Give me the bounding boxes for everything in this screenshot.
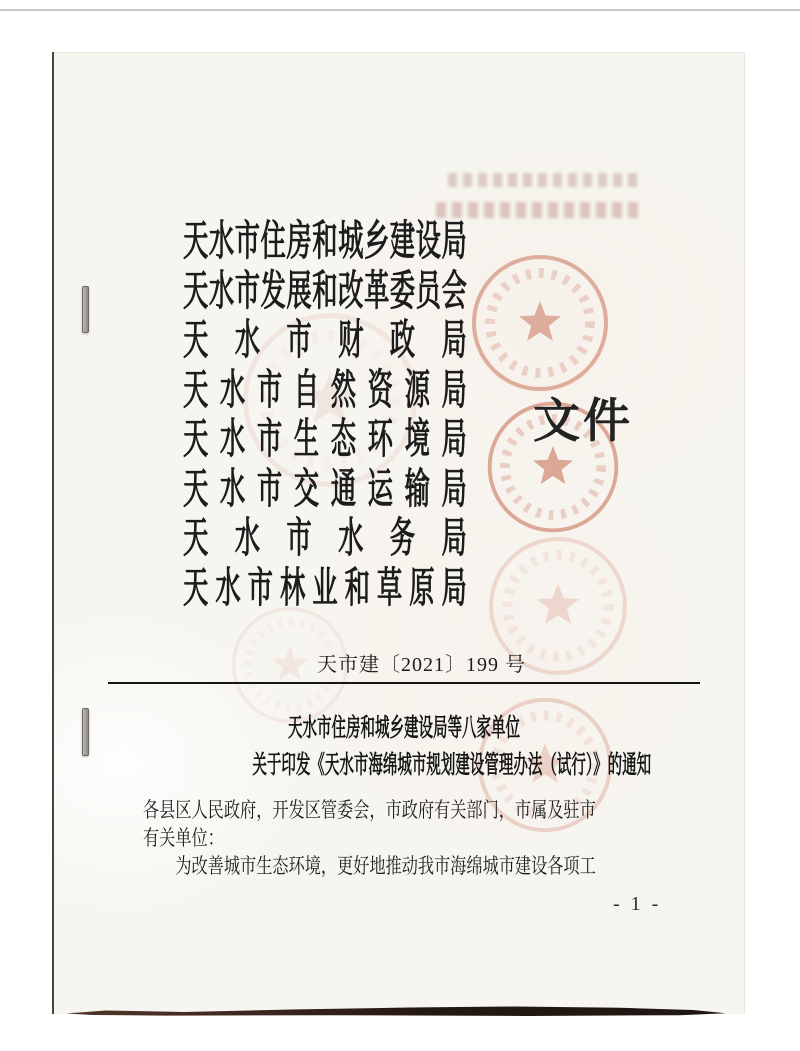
bleedthrough-marks	[448, 173, 640, 187]
page-number: - 1 -	[613, 893, 662, 915]
document-paper	[52, 52, 745, 1014]
agency-name: 天水市水务局	[183, 516, 467, 562]
doc-title	[108, 710, 700, 784]
staple	[82, 286, 89, 333]
agency-name: 天水市交通运输局	[183, 466, 467, 513]
doc-title-line2: 关于印发《天水市海绵城市规划建设管理办法（试行）》的通知	[252, 752, 652, 779]
doc-type-label: 文件	[533, 396, 633, 448]
page-bottom-shadow	[66, 1006, 726, 1016]
body-line: 为改善城市生态环境，更好地推动我市海绵城市建设各项工	[175, 854, 596, 878]
agency-name: 天水市生态环境局	[183, 417, 467, 463]
body-line: 各县区人民政府，开发区管委会，市政府有关部门，市属及驻市	[143, 798, 596, 822]
body-line: 有关单位：	[143, 826, 224, 850]
agency-name: 天水市自然资源局	[183, 367, 467, 414]
doc-body	[143, 796, 596, 880]
doc-title-line1: 天水市住房和城乡建设局等八家单位	[287, 715, 520, 742]
scan-separator-line	[0, 9, 800, 11]
staple	[82, 708, 89, 756]
official-seal	[465, 248, 615, 398]
letterhead-agency-list	[183, 218, 467, 614]
agency-name: 天水市发展和改革委员会	[183, 268, 467, 315]
agency-name: 天水市住房和城乡建设局	[183, 219, 467, 265]
doc-number: 天市建〔2021〕199 号	[317, 654, 526, 676]
agency-name: 天水市财政局	[183, 318, 467, 364]
agency-name: 天水市林业和草原局	[183, 565, 467, 612]
bleedthrough-marks	[436, 202, 644, 218]
header-rule	[108, 682, 700, 684]
